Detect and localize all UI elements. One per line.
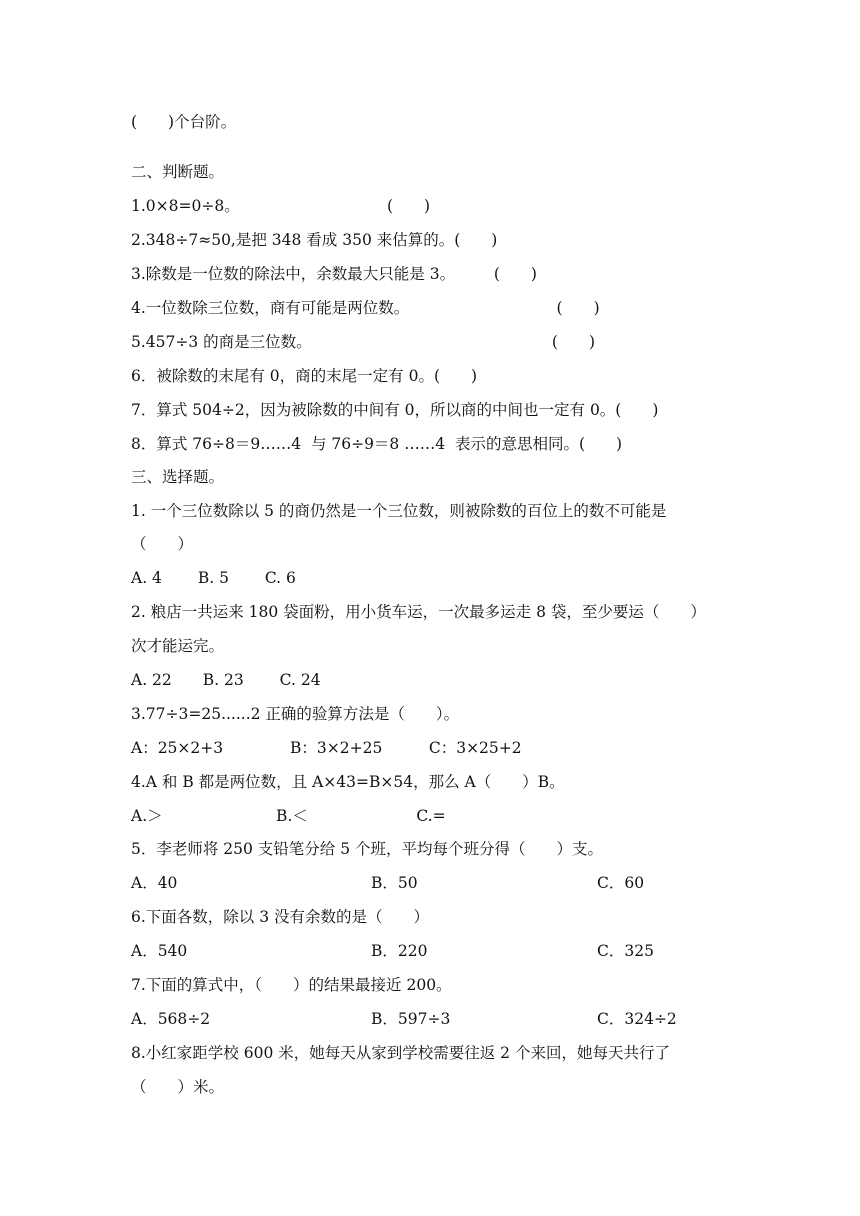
judgment-item-8: 8．算式 76÷8＝9……4 与 76÷9＝8 ……4 表示的意思相同。( ) (131, 435, 623, 453)
section-heading-choice: 三、选择题。 (131, 468, 225, 486)
judgment-item-3: 3.除数是一位数的除法中，余数最大只能是 3。 ( ) (131, 265, 537, 283)
option-c: C．324÷2 (597, 1010, 677, 1028)
section-heading-judgment: 二、判断题。 (131, 163, 225, 181)
judgment-item-4: 4.一位数除三位数，商有可能是两位数。 ( ) (131, 299, 600, 317)
choice-question-8-blank: （ ）米。 (131, 1078, 225, 1096)
choice-question-1-blank: （ ） (131, 535, 194, 553)
judgment-item-1: 1.0×8=0÷8。 ( ) (131, 197, 431, 215)
choice-question-2-cont: 次才能运完。 (131, 637, 225, 655)
judgment-item-2: 2.348÷7≈50,是把 348 看成 350 来估算的。( ) (131, 231, 498, 249)
option-b: B．50 (371, 874, 418, 892)
choice-options-3: A：25×2+3 B：3×2+25 C：3×25+2 (131, 739, 522, 757)
option-c: C．60 (597, 874, 645, 892)
option-a: A．568÷2 (131, 1010, 211, 1028)
choice-options-2: A. 22 B. 23 C. 24 (131, 671, 321, 689)
judgment-item-7: 7．算式 504÷2，因为被除数的中间有 0，所以商的中间也一定有 0。( ) (131, 401, 659, 419)
choice-question-7: 7.下面的算式中，（ ）的结果最接近 200。 (131, 976, 452, 994)
judgment-item-6: 6．被除数的末尾有 0，商的末尾一定有 0。( ) (131, 367, 478, 385)
choice-question-6: 6.下面各数，除以 3 没有余数的是（ ） (131, 908, 430, 926)
choice-question-5: 5．李老师将 250 支铅笔分给 5 个班，平均每个班分得（ ）支。 (131, 840, 604, 858)
previous-question-tail: ( )个台阶。 (131, 113, 237, 131)
choice-question-4: 4.A 和 B 都是两位数，且 A×43=B×54，那么 A（ ）B。 (131, 773, 565, 791)
choice-question-2: 2. 粮店一共运来 180 袋面粉，用小货车运，一次最多运走 8 袋，至少要运（ ） (131, 603, 706, 621)
option-b: B．597÷3 (371, 1010, 451, 1028)
option-a: A．540 (131, 942, 188, 960)
choice-question-8: 8.小红家距学校 600 米，她每天从家到学校需要往返 2 个来回，她每天共行了 (131, 1044, 670, 1062)
judgment-item-5: 5.457÷3 的商是三位数。 ( ) (131, 333, 595, 351)
choice-question-3: 3.77÷3=25......2 正确的验算方法是（ ）。 (131, 705, 460, 723)
choice-options-1: A. 4 B. 5 C. 6 (131, 569, 296, 587)
option-b: B．220 (371, 942, 428, 960)
choice-question-1: 1. 一个三位数除以 5 的商仍然是一个三位数，则被除数的百位上的数不可能是 (131, 502, 667, 520)
option-a: A．40 (131, 874, 178, 892)
option-c: C．325 (597, 942, 654, 960)
choice-options-4: A.＞ B.＜ C.= (131, 807, 446, 825)
